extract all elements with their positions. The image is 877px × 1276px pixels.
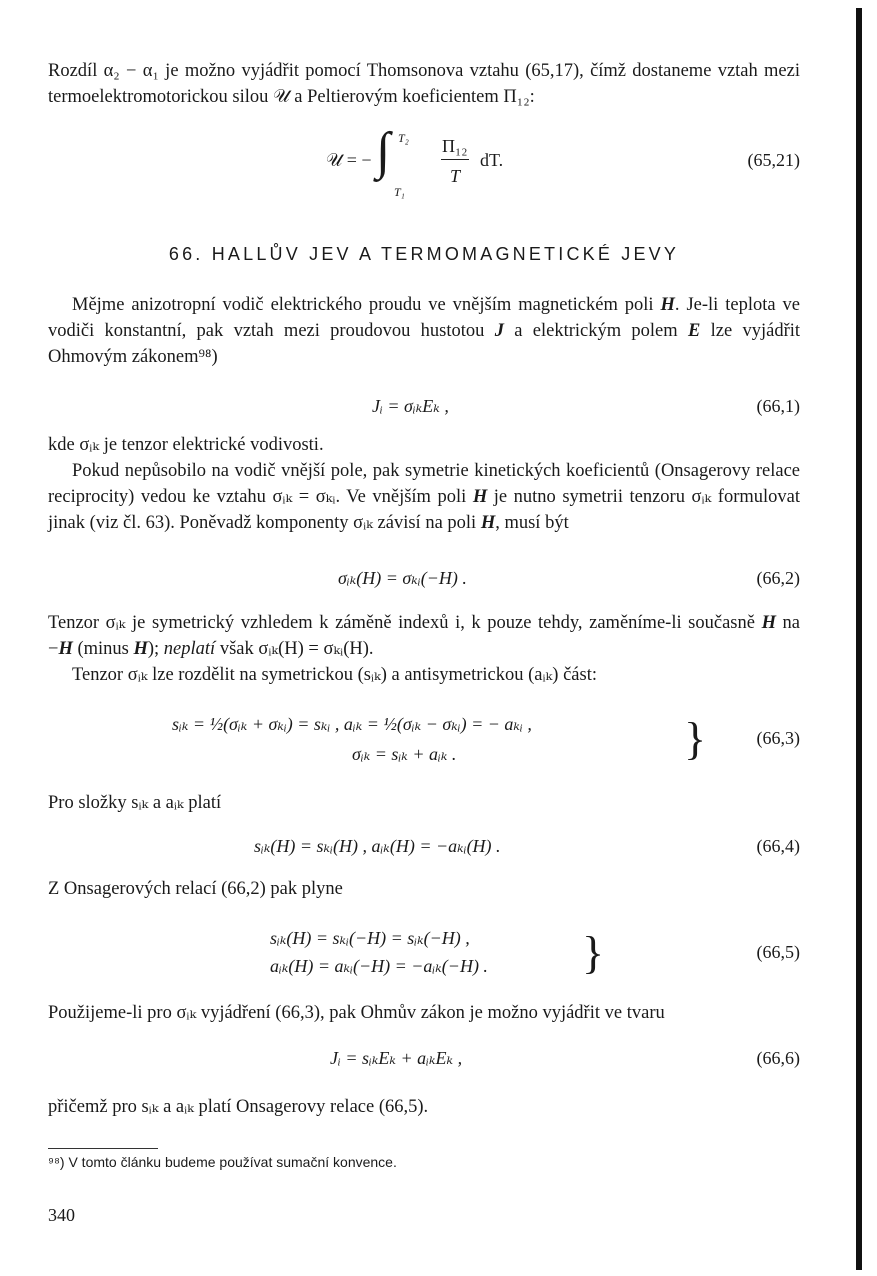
p2-text-pre: Pokud nepůsobilo na vodič vnější pole, pak symetrie kinetických koeficientů (Onsagerovy relace reciprocity) vedou ke vztahu σᵢₖ = σₖᵢ. Ve vnějším poli (48, 461, 800, 507)
paragraph-1 (48, 292, 800, 370)
paragraph-3 (48, 610, 800, 662)
eq-65-21-lower-limit: T₁ (394, 185, 405, 199)
p3-vector-h3: H (133, 639, 148, 659)
line-kde: kde σᵢₖ je tenzor elektrické vodivosti. (48, 435, 324, 455)
eq-66-5-label: (66,5) (756, 942, 800, 962)
line-z: Z Onsagerových relací (66,2) pak plyne (48, 879, 343, 899)
eq-66-5-line1: sᵢₖ(H) = sₖᵢ(−H) = sᵢₖ(−H) , (270, 928, 470, 948)
eq-66-1-body: Jᵢ = σᵢₖEₖ , (372, 396, 449, 416)
equation-66-3 (48, 712, 800, 772)
equation-66-5 (48, 926, 800, 986)
eq-65-21-lhs: 𝒰 = − (326, 150, 372, 170)
p3-vector-h: H (761, 613, 776, 633)
p1-text-post: lze vyjádřit Ohmovým zákonem⁹⁸) (48, 321, 801, 367)
p3-text-post: však σᵢₖ(H) = σₖᵢ(H). (215, 639, 374, 659)
eq-66-5-line2: aᵢₖ(H) = aₖᵢ(−H) = −aᵢₖ(−H) . (270, 956, 488, 976)
eq-65-21-upper-limit: T₂ (398, 131, 409, 145)
eq-66-3-line1: sᵢₖ = ½(σᵢₖ + σₖᵢ) = sₖᵢ , aᵢₖ = ½(σᵢₖ − σₖᵢ) = − aₖᵢ , (172, 714, 532, 734)
p2-vector-h: H (472, 487, 488, 507)
intro-paragraph: Rozdíl α₂ − α₁ je možno vyjádřit pomocí Thomsonova vztahu (65,17), čímž dostaneme vztah mezi termoelektromotorickou silou 𝒰 a Peltierovým koeficientem Π₁₂: (48, 61, 800, 107)
paragraph-2 (48, 458, 800, 536)
eq-65-21-numerator: Π₁₂ (442, 136, 468, 156)
line-pricemz: přičemž pro sᵢₖ a aᵢₖ platí Onsagerovy relace (66,5). (48, 1097, 429, 1117)
line-pro: Pro složky sᵢₖ a aᵢₖ platí (48, 793, 222, 813)
p2-text-mid: je nutno symetrii tenzoru σᵢₖ formulovat jinak (viz čl. 63). Poněvadž komponenty σᵢₖ závisí na poli (48, 487, 801, 533)
eq-65-21-label: (65,21) (747, 150, 800, 170)
p2-vector-h2: H (480, 513, 496, 533)
p3-text-mid3: ); (147, 639, 164, 659)
p3-vector-h2: H (58, 639, 73, 659)
p1-vector-j: J (494, 321, 504, 341)
eq-66-1-label: (66,1) (756, 396, 800, 416)
p3-text-pre: Tenzor σᵢₖ je symetrický vzhledem k záměně indexů i, k pouze tehdy, zaměníme-li současně (48, 613, 762, 633)
scan-edge-bar (856, 8, 862, 1270)
p3-text-mid2: (minus (72, 639, 134, 659)
eq-66-2-body: σᵢₖ(H) = σₖᵢ(−H) . (338, 568, 467, 588)
eq-66-4-body: sᵢₖ(H) = sₖᵢ(H) , aᵢₖ(H) = −aₖᵢ(H) . (254, 836, 501, 856)
p3-neplati: neplatí (163, 639, 216, 659)
p1-vector-e: E (687, 321, 701, 341)
section-heading: 66. HALLŮV JEV A TERMOMAGNETICKÉ JEVY (168, 244, 680, 264)
eq-66-4-label: (66,4) (756, 836, 800, 856)
equation-65-21 (48, 123, 800, 199)
eq-66-2-label: (66,2) (756, 568, 800, 588)
p1-text-mid: . Je-li teplota ve vodiči konstantní, pak vztah mezi proudovou hustotou (48, 295, 800, 341)
line-pouzijeme: Použijeme-li pro σᵢₖ vyjádření (66,3), pak Ohmův zákon je možno vyjádřit ve tvaru (48, 1003, 665, 1023)
p3-text-mid: na − (48, 613, 801, 659)
eq-66-3-brace: } (684, 713, 707, 764)
paragraph-4: Tenzor σᵢₖ lze rozdělit na symetrickou (sᵢₖ) a antisymetrickou (aᵢₖ) část: (72, 665, 597, 685)
eq-66-3-line2: σᵢₖ = sᵢₖ + aᵢₖ . (352, 744, 457, 764)
eq-66-3-label: (66,3) (756, 728, 800, 748)
integral-sign: ∫ (376, 123, 391, 180)
footnote-rule (48, 1148, 158, 1149)
p2-text-post: , musí být (495, 513, 569, 533)
eq-66-6-body: Jᵢ = sᵢₖEₖ + aᵢₖEₖ , (330, 1048, 463, 1068)
fraction-bar (441, 159, 469, 160)
eq-66-6-label: (66,6) (756, 1048, 800, 1068)
footnote-98: ⁹⁸) V tomto článku budeme používat sumační konvence. (48, 1154, 397, 1170)
p1-vector-h: H (660, 295, 675, 315)
p1-text-pre: Mějme anizotropní vodič elektrického proudu ve vnějším magnetickém poli (72, 295, 661, 315)
eq-65-21-tail: dT. (480, 150, 504, 170)
eq-66-5-brace: } (582, 927, 605, 978)
eq-65-21-denominator: T (450, 166, 461, 186)
page-number: 340 (48, 1205, 75, 1225)
p1-text-mid2: a elektrickým polem (503, 321, 688, 341)
